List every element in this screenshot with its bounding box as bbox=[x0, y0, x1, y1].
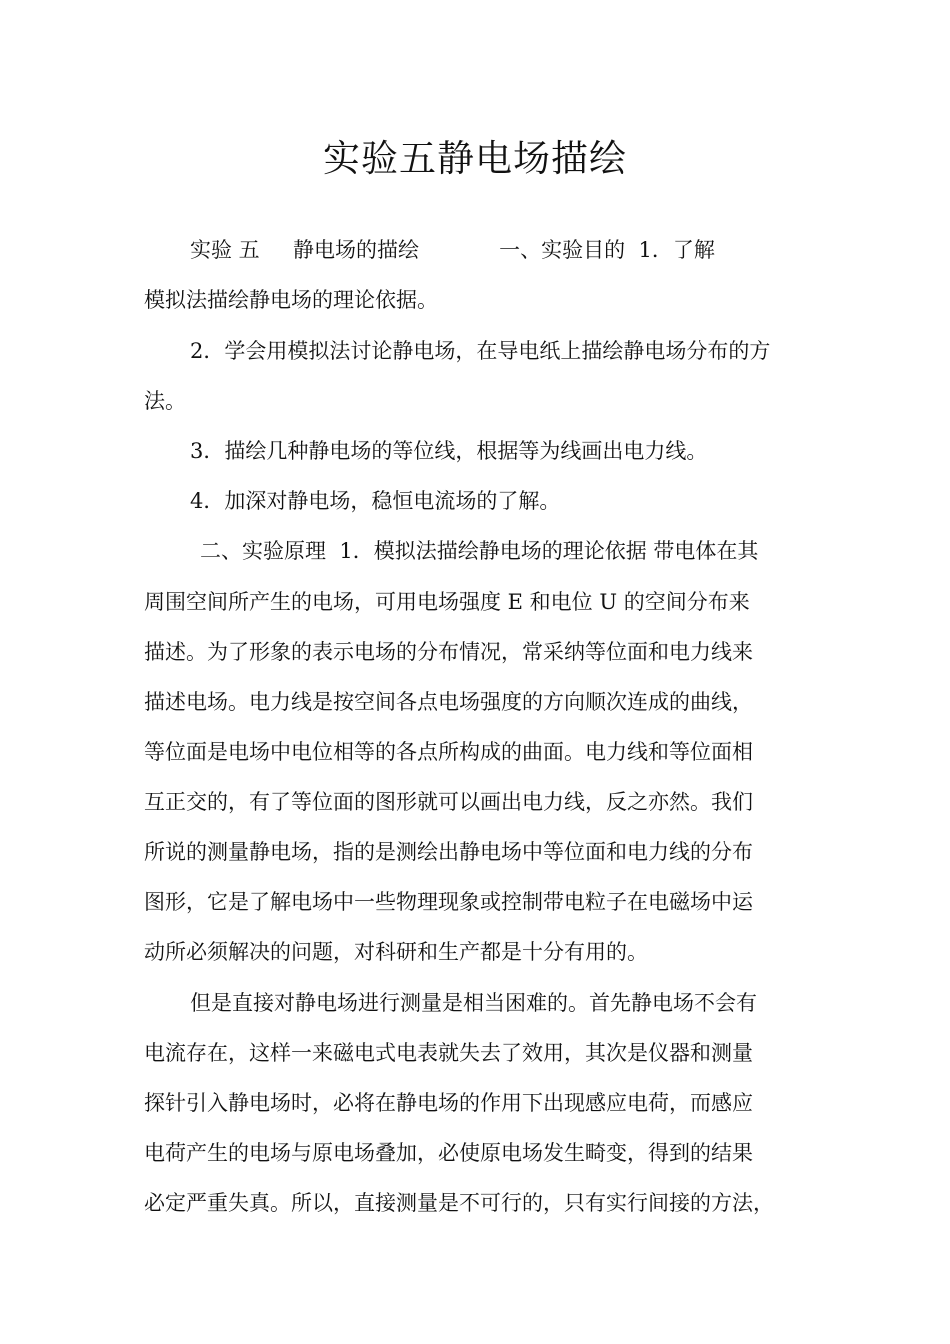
document-title: 实验五静电场描绘 bbox=[323, 137, 627, 180]
paragraph-line: 电流存在，这样一来磁电式电表就失去了效用，其次是仪器和测量 bbox=[144, 1041, 753, 1065]
paragraph-line: 4．加深对静电场，稳恒电流场的了解。 bbox=[190, 489, 561, 513]
paragraph-line: 周围空间所产生的电场，可用电场强度 E 和电位 U 的空间分布来 bbox=[144, 590, 750, 614]
paragraph-line: 3．描绘几种静电场的等位线，根据等为线画出电力线。 bbox=[190, 439, 708, 463]
paragraph-line: 动所必须解决的问题，对科研和生产都是十分有用的。 bbox=[144, 940, 648, 964]
paragraph-line: 2．学会用模拟法讨论静电场，在导电纸上描绘静电场分布的方 bbox=[190, 339, 771, 363]
paragraph-line: 所说的测量静电场，指的是测绘出静电场中等位面和电力线的分布 bbox=[144, 840, 753, 864]
paragraph-line: 电荷产生的电场与原电场叠加，必使原电场发生畸变，得到的结果 bbox=[144, 1141, 753, 1165]
paragraph-line: 等位面是电场中电位相等的各点所构成的曲面。电力线和等位面相 bbox=[144, 740, 753, 764]
paragraph-line: 描述电场。电力线是按空间各点电场强度的方向顺次连成的曲线， bbox=[144, 690, 753, 714]
paragraph-line: 二、实验原理 1．模拟法描绘静电场的理论依据 带电体在其 bbox=[200, 539, 759, 563]
paragraph-line: 必定严重失真。所以，直接测量是不可行的，只有实行间接的方法， bbox=[144, 1191, 774, 1215]
paragraph-line: 实验 五 静电场的描绘 一、实验目的 1．了解 bbox=[190, 238, 715, 262]
paragraph-line: 互正交的，有了等位面的图形就可以画出电力线，反之亦然。我们 bbox=[144, 790, 753, 814]
paragraph-line: 探针引入静电场时，必将在静电场的作用下出现感应电荷，而感应 bbox=[144, 1091, 753, 1115]
paragraph-line: 图形，它是了解电场中一些物理现象或控制带电粒子在电磁场中运 bbox=[144, 890, 753, 914]
paragraph-line: 法。 bbox=[144, 389, 186, 413]
paragraph-line: 描述。为了形象的表示电场的分布情况，常采纳等位面和电力线来 bbox=[144, 640, 753, 664]
paragraph-line: 模拟法描绘静电场的理论依据。 bbox=[144, 288, 438, 312]
paragraph-line: 但是直接对静电场进行测量是相当困难的。首先静电场不会有 bbox=[190, 991, 757, 1015]
